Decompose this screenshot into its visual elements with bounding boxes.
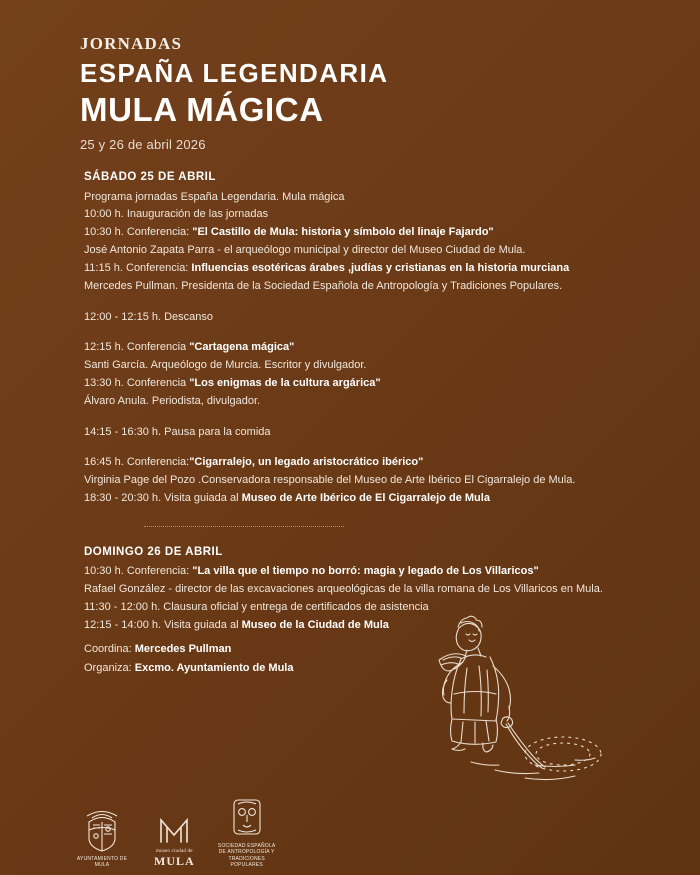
- saturday-item-4-prefix: 13:30 h. Conferencia: [84, 376, 190, 389]
- saturday-item-5: [84, 454, 624, 472]
- sunday-item-1: [84, 563, 624, 581]
- poster-header: [80, 34, 600, 152]
- saturday-item-5-prefix: 16:45 h. Conferencia:: [84, 456, 190, 469]
- saturday-item-3-speaker: Santi García. Arqueólogo de Murcia. Escritor y divulgador.: [84, 359, 367, 372]
- saturday-item-1-prefix: 10:30 h. Conferencia:: [84, 226, 193, 239]
- saturday-item-4-speaker: Álvaro Anula. Periodista, divulgador.: [84, 394, 261, 407]
- saturday-item-6: [84, 490, 624, 508]
- sunday-item-1-title: "La villa que el tiempo no borró: magia y legado de Los Villaricos": [192, 565, 539, 578]
- spacer-1: [84, 296, 624, 309]
- section-divider: [144, 526, 344, 527]
- saturday-heading: SÁBADO 25 DE ABRIL: [84, 171, 216, 183]
- saturday-block: [84, 168, 624, 508]
- sunday-item-1-speaker: Rafael González - director de las excavaciones arqueológicas de la villa romana de Los Villaricos en Mula.: [84, 583, 603, 596]
- antropologia-caption: SOCIEDAD ESPAÑOLA DE ANTROPOLOGÍA Y TRADICIONES POPULARES: [217, 843, 276, 868]
- saturday-break-2: 14:15 - 16:30 h. Pausa para la comida: [84, 425, 271, 438]
- spacer-4: [84, 441, 624, 454]
- saturday-line-0: Programa jornadas España Legendaria. Mula mágica: [84, 190, 345, 203]
- spacer-3: [84, 411, 624, 424]
- saturday-item-1: [84, 224, 624, 242]
- antropologia-mask-icon: [227, 795, 267, 841]
- saturday-item-1-title: "El Castillo de Mula: historia y símbolo del linaje Fajardo": [192, 226, 494, 239]
- credits-coordina-value: Mercedes Pullman: [134, 643, 232, 655]
- logo-museo-mula: [154, 814, 195, 868]
- dowser-illustration: [375, 610, 625, 795]
- sunday-item-1-prefix: 10:30 h. Conferencia:: [84, 565, 193, 578]
- ayuntamiento-crest-icon: [81, 806, 123, 854]
- program-section: [84, 168, 624, 635]
- saturday-item-3-prefix: 12:15 h. Conferencia: [84, 341, 190, 354]
- museo-monogram-icon: [154, 814, 194, 848]
- poster-kicker: JORNADAS: [80, 34, 183, 53]
- sunday-heading: DOMINGO 26 DE ABRIL: [84, 545, 223, 558]
- poster-dates: 25 y 26 de abril 2026: [80, 137, 206, 153]
- saturday-item-3-title: "Cartagena mágica": [189, 341, 295, 354]
- saturday-item-5-title: "Cigarralejo, un legado aristocrático ibérico": [189, 456, 424, 469]
- saturday-item-2-title: Influencias esotéricas árabes ,judías y cristianas en la historia murciana: [191, 261, 570, 274]
- sunday-item-2: 11:30 - 12:00 h. Clausura oficial y entrega de certificados de asistencia: [84, 601, 429, 614]
- museo-mula-text: [154, 849, 195, 868]
- poster-title-line2: MULA MÁGICA: [80, 91, 324, 129]
- saturday-item-5-speaker: Virginia Page del Pozo .Conservadora responsable del Museo de Arte Ibérico El Cigarralejo de Mula.: [84, 474, 576, 487]
- saturday-item-2: [84, 260, 624, 278]
- saturday-line-1: 10:00 h. Inauguración de las jornadas: [84, 208, 269, 221]
- logo-ayuntamiento: [72, 806, 132, 869]
- museo-mula-top: museo ciudad de: [156, 849, 193, 855]
- saturday-item-1-speaker: José Antonio Zapata Parra - el arqueólogo municipal y director del Museo Ciudad de Mula.: [84, 244, 526, 257]
- credits-organiza-value: Excmo. Ayuntamiento de Mula: [134, 662, 294, 675]
- saturday-item-4: [84, 375, 624, 393]
- saturday-break-1: 12:00 - 12:15 h. Descanso: [84, 310, 214, 323]
- saturday-item-3: [84, 339, 624, 357]
- saturday-item-6-venue: Museo de Arte Ibérico de El Cigarralejo de Mula: [241, 492, 490, 504]
- saturday-item-2-speaker: Mercedes Pullman. Presidenta de la Sociedad Española de Antropología y Tradiciones Populares.: [84, 279, 563, 292]
- sunday-item-3-venue: Museo de la Ciudad de Mula: [241, 618, 389, 631]
- dowser-illustration-svg: [375, 610, 625, 795]
- museo-mula-name: MULA: [154, 853, 195, 868]
- logos-row: [72, 795, 277, 868]
- credits-coordina-label: Coordina:: [84, 643, 135, 655]
- ayuntamiento-caption: AYUNTAMIENTO DE MULA: [76, 855, 128, 868]
- saturday-item-4-title: "Los enigmas de la cultura argárica": [189, 376, 381, 389]
- logo-antropologia: [217, 795, 277, 868]
- saturday-item-2-prefix: 11:15 h. Conferencia:: [84, 261, 192, 274]
- saturday-item-6-prefix: 18:30 - 20:30 h. Visita guiada al: [84, 492, 242, 504]
- spacer-2: [84, 326, 624, 339]
- credits-section: [84, 640, 293, 679]
- credits-organiza: [84, 659, 293, 678]
- poster-title-line1: ESPAÑA LEGENDARIA: [80, 58, 389, 88]
- credits-organiza-label: Organiza:: [84, 662, 135, 675]
- credits-coordina: [84, 640, 293, 659]
- sunday-item-3-prefix: 12:15 - 14:00 h. Visita guiada al: [84, 618, 242, 631]
